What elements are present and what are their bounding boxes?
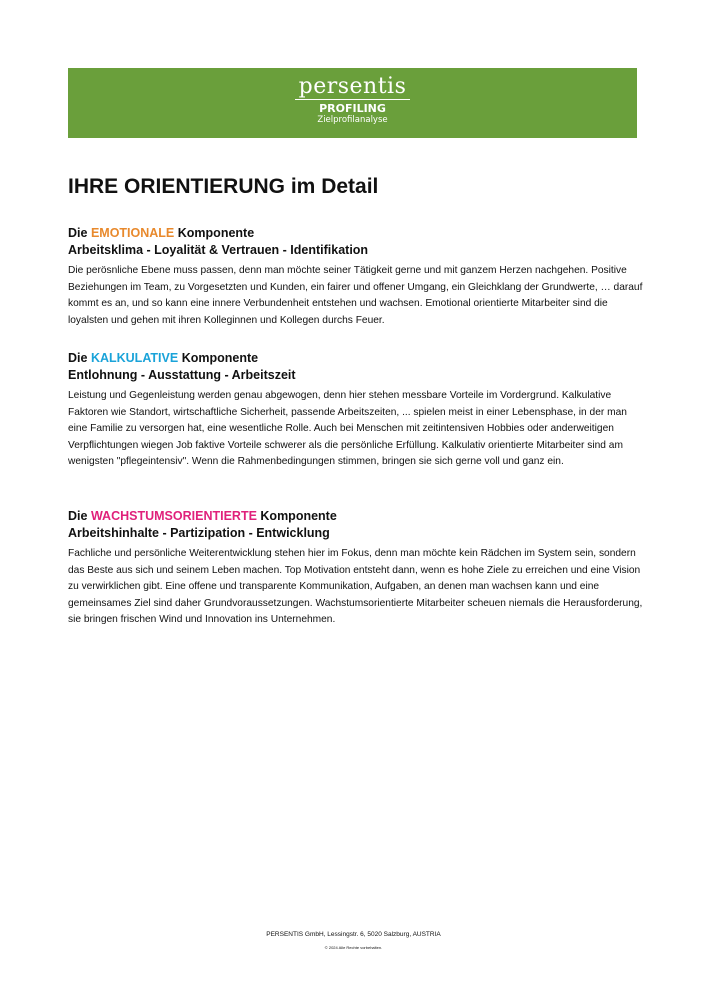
footer-copyright: © 2024 Alle Rechte vorbehalten. <box>324 945 383 950</box>
section-title-suffix: Komponente <box>181 351 259 365</box>
section-title-prefix: Die <box>68 351 88 365</box>
header-banner <box>68 68 637 138</box>
section-body: Leistung und Gegenleistung werden genau abgewogen, denn hier stehen messbare Vorteile im Vordergrund. Kalkulative Faktoren wie Standort, wirtschaftliche Sicherheit, passende Arbeitszeiten, ... spielen meist in einer Lebensphase, in der man eine Familie zu versorgen hat, eine wesentliche Rolle. Auch bei Menschen mit zeitintensiven Hobbies oder anderweitigen Verpflichtungen wiegen Job faktive Vorteile schwerer als die persönliche Erfüllung. Kalkulativ orientierte Mitarbeiter sind am wenigsten "pflegeintensiv". Wenn die Rahmenbedingungen stimmen, bringen sie sich gerne voll und ganz ein. <box>68 390 627 467</box>
page-title: IHRE ORIENTIERUNG im Detail <box>68 175 379 198</box>
footer-address: PERSENTIS GmbH, Lessingstr. 6, 5020 Salzburg, AUSTRIA <box>266 931 441 938</box>
brand-logo: persentis <box>295 76 411 100</box>
section-title-prefix: Die <box>68 226 88 240</box>
section-title-prefix: Die <box>68 509 88 523</box>
section-title <box>68 508 643 524</box>
section-title <box>68 225 643 241</box>
section-body: Die perösnliche Ebene muss passen, denn man möchte seiner Tätigkeit gerne und mit ganzem Herzen nachgehen. Positive Beziehungen im Team, zu Vorgesetzten und Kunden, ein fairer und offener Umgang, ein Gleichklang der Grundwerte, … darauf kommt es an, und so kann eine innere Verbundenheit entstehen und wachsen. Emotional orientierte Mitarbeiter sind die loyalsten und gehen mit ihren Kolleginnen und Kollegen durchs Feuer. <box>68 265 643 326</box>
section-body: Fachliche und persönliche Weiterentwicklung stehen hier im Fokus, denn man möchte kein Rädchen im System sein, sondern das Beste aus sich und seinem Leben machen. Top Motivation entsteht dann, wenn es hohe Ziele zu erreichen und eine Vision zu verwirklichen gibt. Eine offene und transparente Kommunikation, Aufgaben, an denen man wachsen kann und eine gemeinsames Ziel sind daher Grundvoraussetzungen. Wachstumsorientierte Mitarbeiter scheuen niemals die Herausforderung, sie bringen frischen Wind und Innovation ins Unternehmen. <box>68 548 643 625</box>
section-title-suffix: Komponente <box>177 226 255 240</box>
section-kalkulativ <box>68 350 643 471</box>
section-keyword-kalkulativ: KALKULATIVE <box>90 351 179 365</box>
section-keyword-emotional: EMOTIONALE <box>90 226 175 240</box>
section-wachstum <box>68 508 643 629</box>
section-title-suffix: Komponente <box>260 509 337 523</box>
banner-subtitle: Zielprofilanalyse <box>317 115 388 125</box>
banner-title: PROFILING <box>319 102 386 115</box>
section-subtitle: Entlohnung - Ausstattung - Arbeitszeit <box>68 368 296 382</box>
section-title <box>68 350 643 366</box>
section-subtitle: Arbeitshinhalte - Partizipation - Entwicklung <box>68 526 330 540</box>
page-footer <box>0 930 707 952</box>
section-subtitle: Arbeitsklima - Loyalität & Vertrauen - Identifikation <box>68 243 369 257</box>
section-keyword-wachstum: WACHSTUMSORIENTIERTE <box>90 509 257 523</box>
section-emotional <box>68 225 643 329</box>
